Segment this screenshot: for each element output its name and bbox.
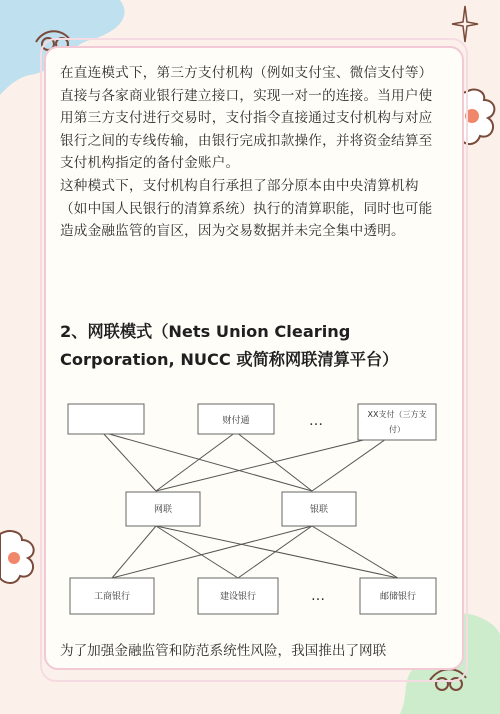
node-ccb-label: 建设银行 bbox=[219, 592, 257, 602]
node-third-party-label-2: 付） bbox=[389, 425, 405, 434]
paragraph-direct-mode: 在直连模式下，第三方支付机构（例如支付宝、微信支付等）直接与各家商业银行建立接口，实现一对一的连接。当用户使用第三方支付进行交易时，支付指令直接通过支付机构与对应银行之间的专线传输，由银行完成扣款操作，并将资金结算至支付机构指定的备付金账户。 bbox=[60, 65, 433, 172]
network-diagram bbox=[62, 396, 442, 632]
node-third-party-label-1: XX支付（三方支 bbox=[367, 410, 427, 419]
node-psbc-label: 邮储银行 bbox=[379, 592, 417, 602]
node-unionpay-label: 银联 bbox=[309, 505, 329, 515]
article-body bbox=[60, 62, 444, 243]
bottom-ellipsis: … bbox=[311, 588, 325, 604]
top-ellipsis: … bbox=[309, 413, 323, 429]
node-nucc-label: 网联 bbox=[153, 505, 173, 515]
node-icbc-label: 工商银行 bbox=[93, 592, 131, 602]
section-heading: 2、网联模式（Nets Union Clearing Corporation, NUCC 或简称网联清算平台） bbox=[60, 322, 399, 369]
node-top-empty bbox=[68, 404, 144, 434]
closing-paragraph: 为了加强金融监管和防范系统性风险，我国推出了网联 bbox=[60, 643, 387, 659]
node-tenpay-label: 财付通 bbox=[222, 416, 250, 426]
paragraph-regulation: 这种模式下，支付机构自行承担了部分原本由中央清算机构（如中国人民银行的清算系统）执行的清算职能，同时也可能造成金融监管的盲区，因为交易数据并未完全集中透明。 bbox=[60, 177, 433, 240]
